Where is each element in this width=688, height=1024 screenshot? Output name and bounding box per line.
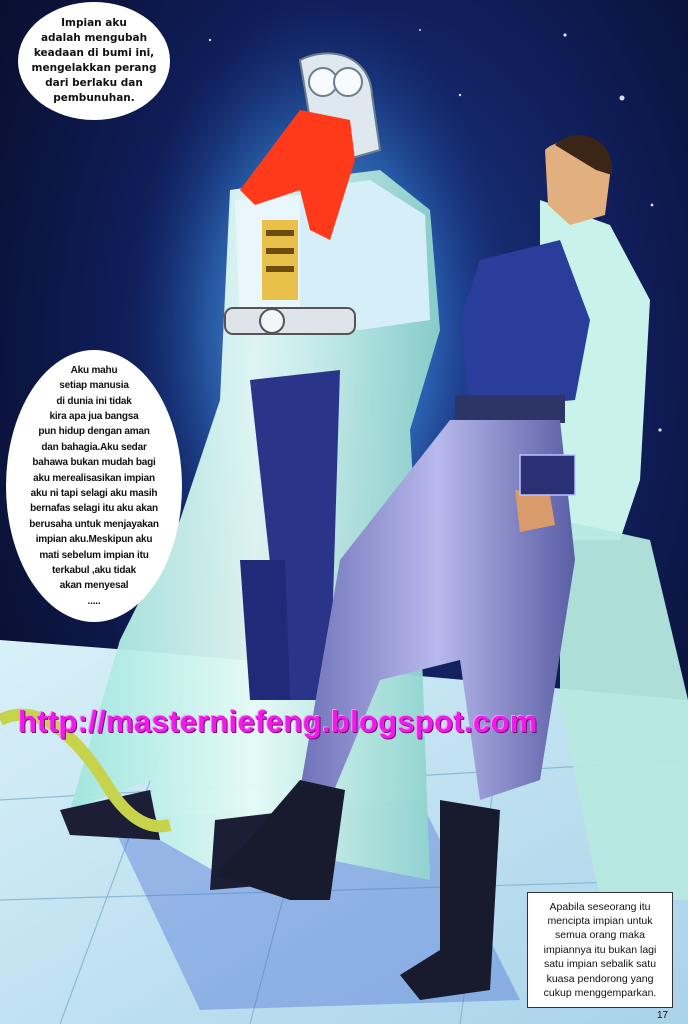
speech-bubble-text: Impian aku adalah mengubah keadaan di bumi ini, mengelakkan perang dari berlaku dan pembunuhan.: [31, 17, 157, 104]
page-number: 17: [657, 1010, 669, 1021]
speech-bubble-left-middle: [6, 350, 182, 622]
caption-text: Apabila seseorang itu mencipta impian untuk semua orang maka impiannya itu bukan lagi satu impian sebalik satu kuasa pendorong yang cukup menggemparkan.: [543, 900, 657, 1000]
speech-bubble-top-left: [18, 2, 170, 120]
speech-bubble-text: Aku mahu setiap manusia di dunia ini tidak kira apa jua bangsa pun hidup dengan aman dan bahagia.Aku sedar bahawa bukan mudah bagi aku merealisasikan impian aku ni tapi selagi aku masih bernafas selagi itu aku akan berusaha untuk menjayakan impian aku.Meskipun aku mati sebelum impian itu terkabul ,aku tidak akan menyesal .....: [29, 364, 159, 607]
watermark-url: http://masterniefeng.blogspot.com: [18, 704, 538, 739]
narration-caption-box: [527, 892, 673, 1008]
